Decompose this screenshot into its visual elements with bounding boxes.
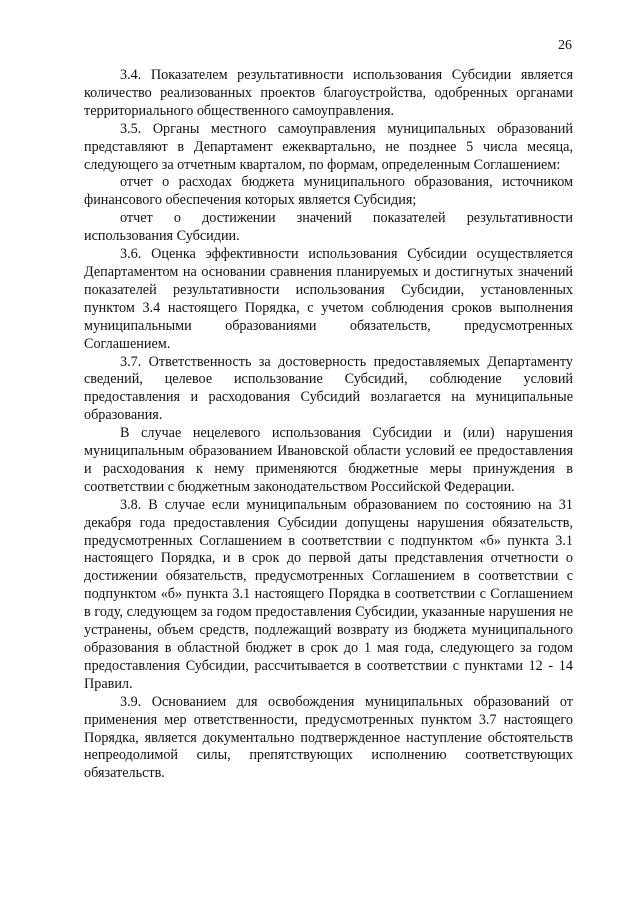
list-item-expenses-report: отчет о расходах бюджета муниципального образования, источником финансового обеспечения которых является Субсидия; (84, 174, 573, 209)
paragraph-3-8: 3.8. В случае если муниципальным образованием по состоянию на 31 декабря года предоставления Субсидии допущены нарушения обязательств, предусмотренных Соглашением в соответствии с подпунктом «б» пункта 3.1 настоящего Порядка, и в срок до первой даты представления отчетности о достижении обязательств, предусмотренных Соглашением в соответствии с подпунктом «б» пункта 3.1 настоящего Порядка в соответствии с Соглашением в году, следующем за годом предоставления Субсидии, указанные нарушения не устранены, объем средств, подлежащий возврату из бюджета муниципального образования в областной бюджет в срок до 1 мая года, следующего за годом предоставления Субсидии, рассчитывается в соответствии с пунктами 12 - 14 Правил. (84, 496, 573, 692)
paragraph-3-6: 3.6. Оценка эффективности использования Субсидии осуществляется Департаментом на основании сравнения планируемых и достигнутых значений показателей результативности использования Субсидии, установленных пунктом 3.4 настоящего Порядка, с учетом соблюдения сроков выполнения муниципальными образованиями обязательств, предусмотренных Соглашением. (84, 246, 573, 352)
paragraph-3-4: 3.4. Показателем результативности использования Субсидии является количество реализованных проектов благоустройства, одобренных органами территориального общественного самоуправления. (84, 67, 573, 119)
list-item-indicators-report: отчет о достижении значений показателей результативности использования Субсидии. (84, 210, 573, 245)
paragraph-misuse: В случае нецелевого использования Субсидии и (или) нарушения муниципальным образованием Ивановской области условий ее предоставления и расходования к нему применяются бюджетные меры принуждения в соответствии с бюджетным законодательством Российской Федерации. (84, 425, 573, 495)
page-number: 26 (558, 38, 572, 53)
paragraph-3-5: 3.5. Органы местного самоуправления муниципальных образований представляют в Департамент ежеквартально, не позднее 5 числа месяца, следующего за отчетным кварталом, по формам, определенным Соглашением: (84, 120, 573, 173)
paragraph-3-7: 3.7. Ответственность за достоверность предоставляемых Департаменту сведений, целевое использование Субсидий, соблюдение условий предоставления и расходования Субсидий возлагается на муниципальные образования. (84, 353, 573, 424)
document-body (84, 67, 573, 783)
paragraph-3-9: 3.9. Основанием для освобождения муниципальных образований от применения мер ответственности, предусмотренных пунктом 3.7 настоящего Порядка, является документально подтвержденное наступление обстоятельств непреодолимой силы, препятствующих исполнению соответствующих обязательств. (84, 693, 573, 782)
